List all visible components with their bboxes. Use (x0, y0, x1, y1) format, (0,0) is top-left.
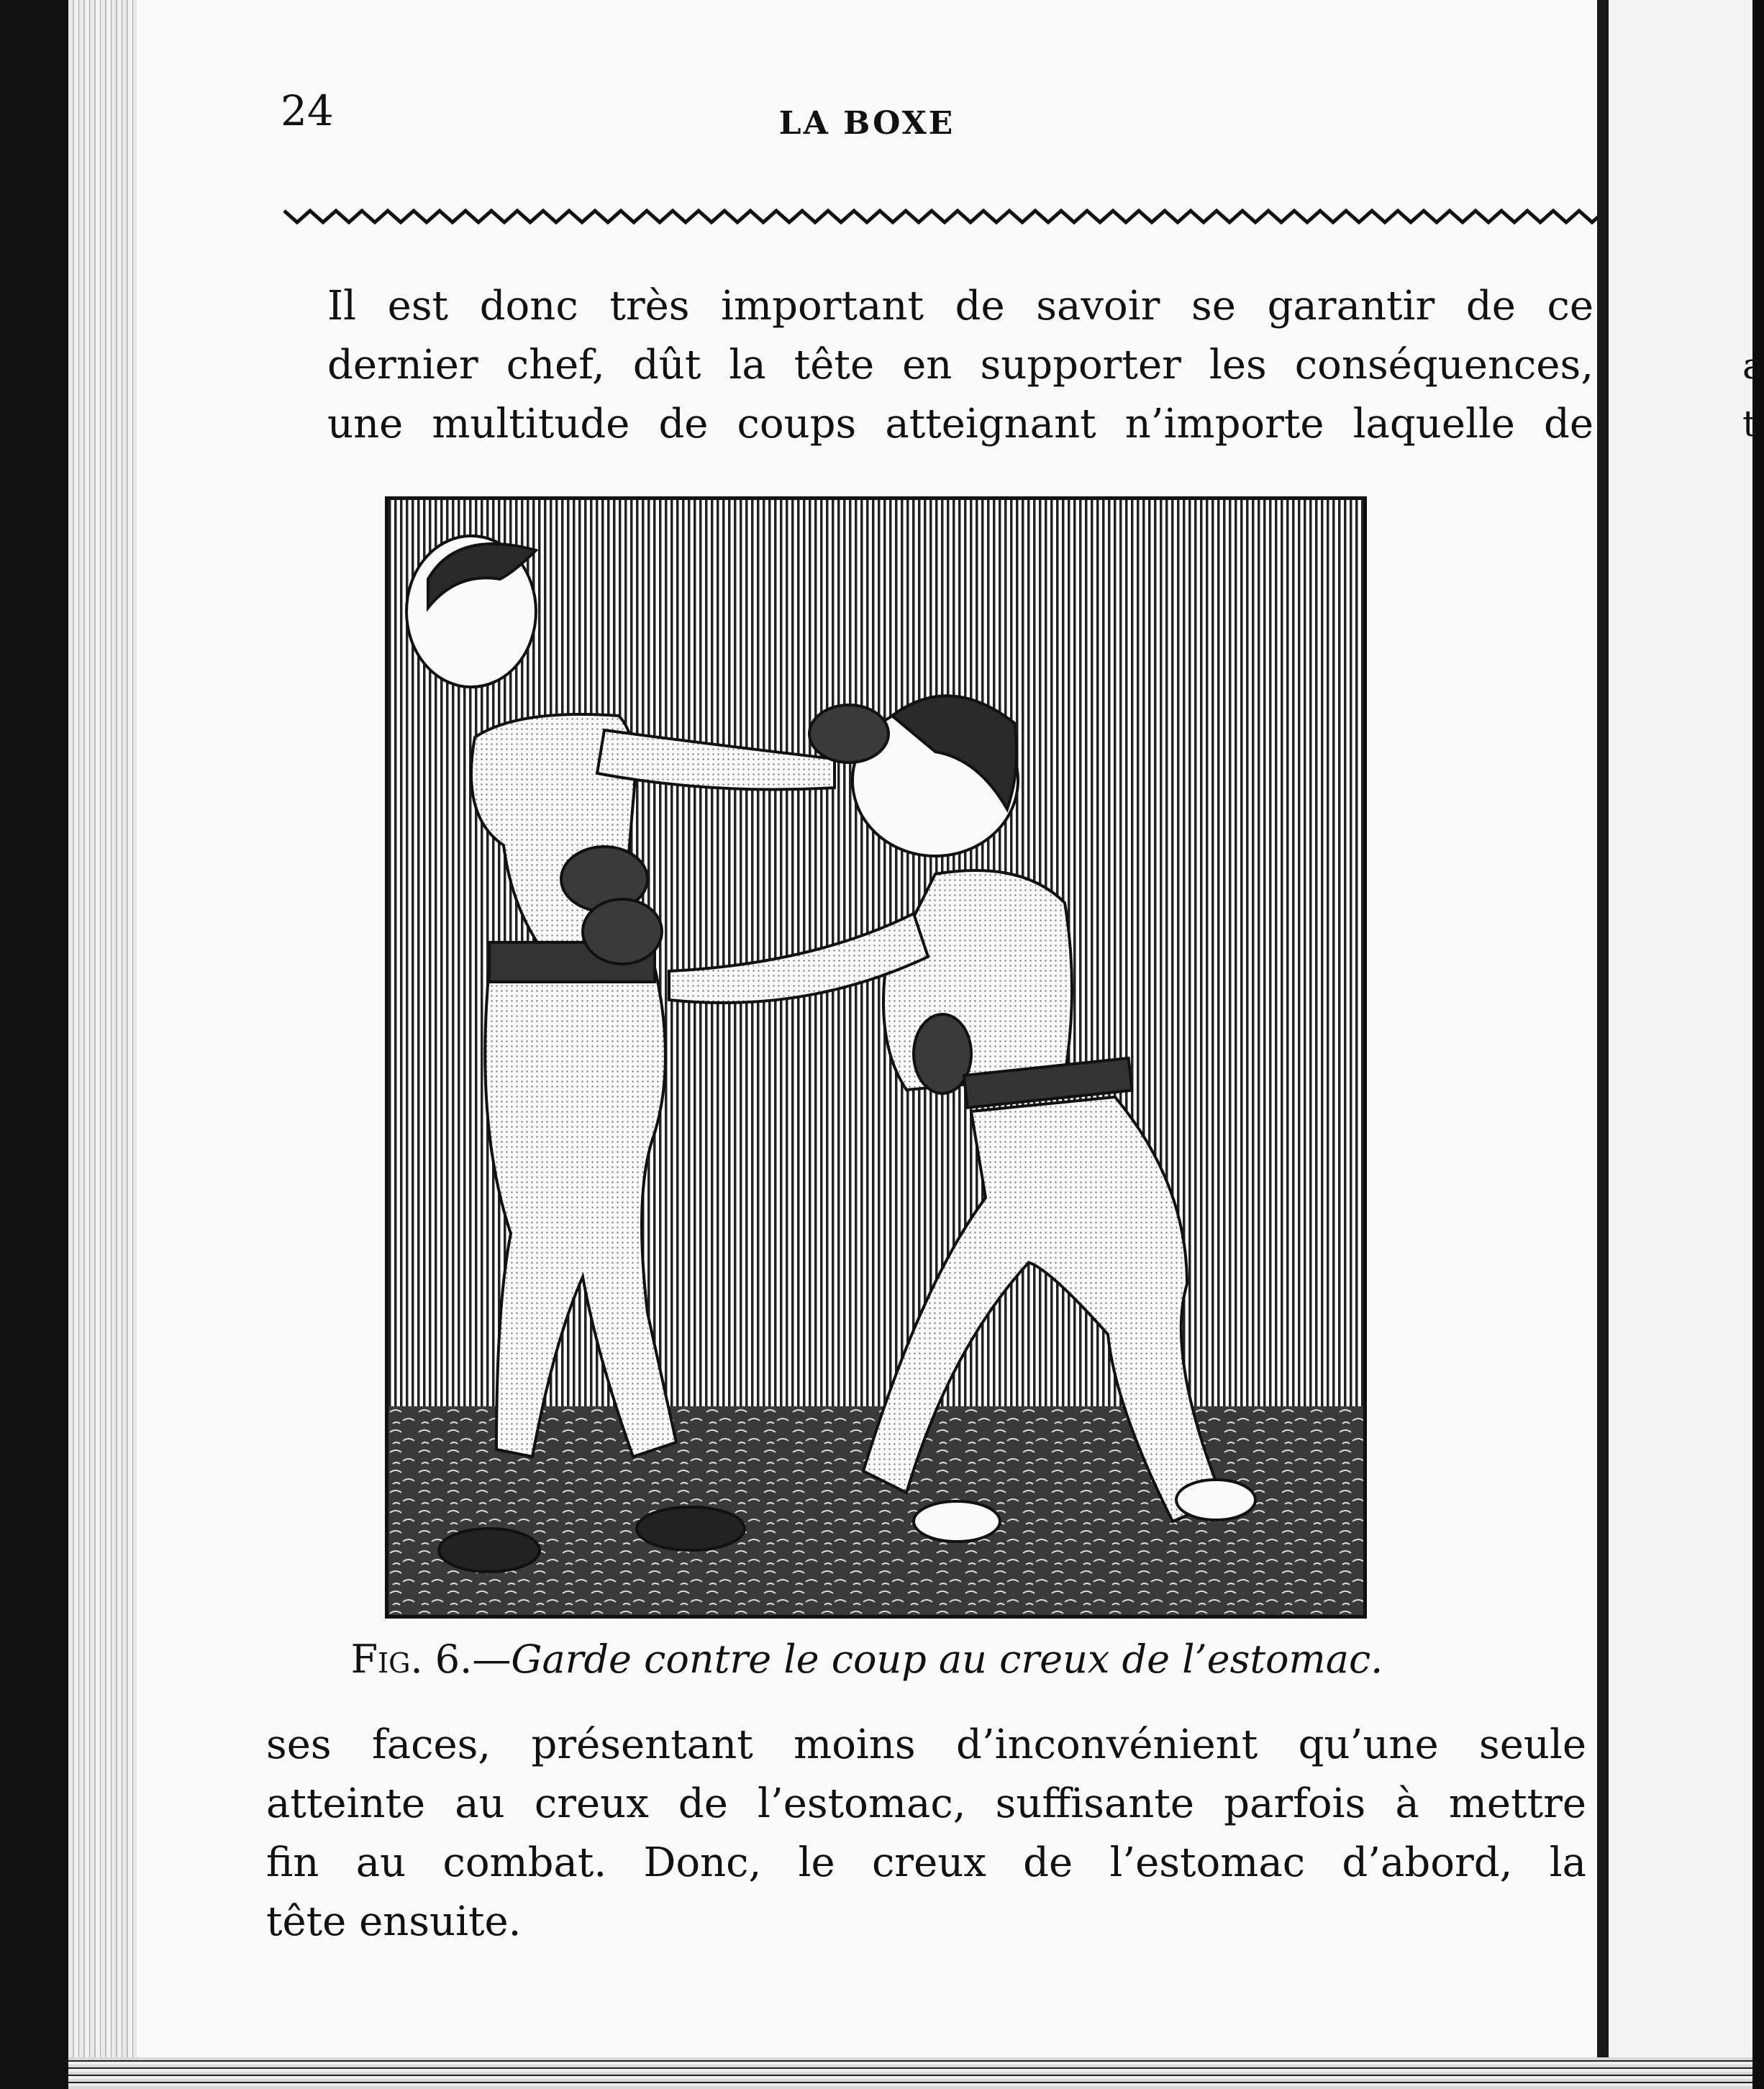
paragraph-2 (266, 1716, 1586, 1952)
text-line: tête ensuite. (266, 1898, 522, 1945)
book-page (137, 0, 1597, 2057)
ornamental-rule (284, 204, 1593, 228)
page-stack-bottom (68, 2057, 1752, 2089)
figure-caption-text: Garde contre le coup au creux de l’estomac. (511, 1637, 1383, 1682)
text-line: dernier chef, dût la tête en supporter les conséquences, (327, 342, 1593, 388)
page-number: 24 (281, 86, 334, 135)
figure-label: Fig. 6.— (350, 1637, 512, 1682)
text-line: fin au combat. Donc, le creux de l’estomac d’abord, la (266, 1839, 1586, 1886)
facing-page-glyph: t (1742, 403, 1758, 445)
paragraph-1 (277, 277, 1593, 454)
text-line: atteinte au creux de l’estomac, suffisante parfois à mettre (266, 1780, 1586, 1827)
figure-caption (137, 1637, 1597, 1682)
facing-page-glyph: a (1742, 345, 1764, 387)
book-gutter (1597, 0, 1609, 2057)
scan-left-border (0, 0, 68, 2089)
text-line: une multitude de coups atteignant n’importe laquelle de (327, 401, 1593, 447)
boxers-illustration (388, 500, 1363, 1615)
text-line: Il est donc très important de savoir se garantir de ce (327, 283, 1593, 329)
running-title: LA BOXE (778, 105, 955, 142)
text-line: ses faces, présentant moins d’inconvénient qu’une seule (266, 1721, 1586, 1768)
facing-page-edge (1609, 0, 1764, 2057)
page-stack-edges (68, 0, 137, 2065)
figure-engraving (385, 496, 1367, 1619)
